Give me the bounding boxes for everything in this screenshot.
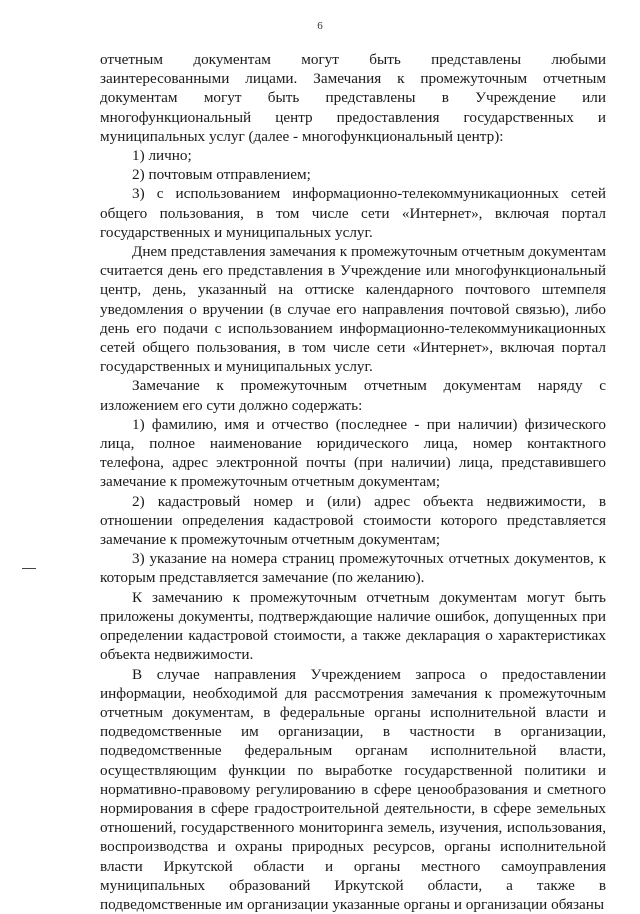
paragraph-attachments: К замечанию к промежуточным отчетным документам могут быть приложены документы, подтверждающие наличие ошибок, допущенных при определении кадастровой стоимости, а также декларация о характеристиках объекта недвижимости. — [100, 588, 606, 665]
list-item-by-mail: 2) почтовым отправлением; — [100, 165, 606, 184]
list-item-identity: 1) фамилию, имя и отчество (последнее - при наличии) физического лица, полное наименование юридического лица, номер контактного телефона, адрес электронной почты (при наличии) лица, представившего замечание к промежуточным отчетным документам; — [100, 415, 606, 492]
list-item-internet: 3) с использованием информационно-телекоммуникационных сетей общего пользования, в том числе сети «Интернет», включая портал государственных и муниципальных услуг. — [100, 184, 606, 242]
list-item-in-person: 1) лично; — [100, 146, 606, 165]
paragraph-information-request: В случае направления Учреждением запроса о предоставлении информации, необходимой для рассмотрения замечания к промежуточным отчетным документам, в федеральные органы исполнительной власти и подведомственные им организации, в частности в организации, подведомственные федеральным органам исполнительной власти, осуществляющим функции по выработке государственной политики и нормативно-правовому регулированию в сфере ценообразования и сметного нормирования в сфере градостроительной деятельности, в сфере земельных отношений, государственного мониторинга земель, изучения, использования, воспроизводства и охраны природных ресурсов, органы исполнительной власти Иркутской области и органы местного самоуправления муниципальных образований Иркутской области, а также в подведомственные им организации указанные органы и организации обязаны — [100, 665, 606, 914]
paragraph-submission-date: Днем представления замечания к промежуточным отчетным документам считается день его представления в Учреждение или многофункциональный центр, день, указанный на оттиске календарного почтового штемпеля уведомления о вручении (в случае его направления почтовой связью), либо день его подачи с использованием информационно-телекоммуникационных сетей общего пользования, в том числе сети «Интернет», включая портал государственных и муниципальных услуг. — [100, 242, 606, 376]
paragraph-remark-content: Замечание к промежуточным отчетным документам наряду с изложением его сути должно содержать: — [100, 376, 606, 414]
paragraph-continuation: отчетным документам могут быть представлены любыми заинтересованными лицами. Замечания к промежуточным отчетным документам могут быть представлены в Учреждение или многофункциональный центр предоставления государственных и муниципальных услуг (далее - многофункциональный центр): — [100, 50, 606, 146]
body-text — [100, 50, 606, 914]
page-number: 6 — [0, 20, 640, 32]
margin-mark — [22, 568, 36, 569]
list-item-page-numbers: 3) указание на номера страниц промежуточных отчетных документов, к которым представляется замечание (по желанию). — [100, 549, 606, 587]
list-item-cadastral-number: 2) кадастровый номер и (или) адрес объекта недвижимости, в отношении определения кадастровой стоимости которого представляется замечание к промежуточным отчетным документам; — [100, 492, 606, 550]
